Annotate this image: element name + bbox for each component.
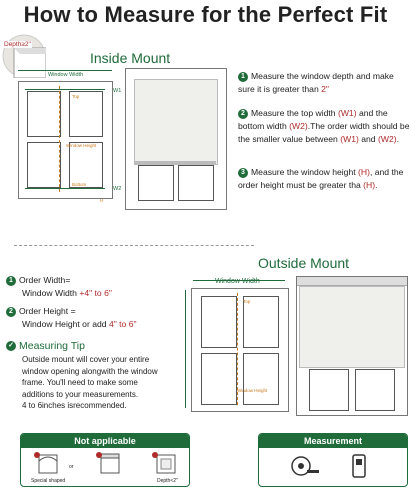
outside-item-2 xyxy=(6,305,186,331)
step-2-part: and the bottom width xyxy=(238,108,388,131)
label-h: H xyxy=(100,198,104,203)
label-window-width: Window Width xyxy=(48,72,84,78)
tip-line: additions to your measurements. xyxy=(22,389,139,399)
outside-label-top: Top xyxy=(243,299,251,304)
shade-icon xyxy=(96,452,119,473)
depth-badge-label: Depth≥2" xyxy=(4,41,31,48)
step-number-3: 3 xyxy=(238,168,248,178)
step-2-part: Measure the top width xyxy=(251,108,338,118)
level-icon xyxy=(353,455,365,477)
tip-line: Outside mount will cover your entire xyxy=(22,355,150,364)
step-2-part: . xyxy=(396,134,399,144)
tip-title: Measuring Tip xyxy=(19,340,85,352)
outside-item-1 xyxy=(6,274,186,300)
step-1-highlight: 2" xyxy=(321,84,329,94)
depth-icon xyxy=(152,452,175,473)
outside-item-2-highlight: 4" to 6" xyxy=(108,319,137,329)
step-2-part: .The order width should be the smaller value between xyxy=(238,121,410,144)
label-w2: W2 xyxy=(113,186,122,192)
step-2-w2: (W2) xyxy=(377,134,397,144)
outside-item-2-line1: Order Height = xyxy=(19,306,76,316)
step-2-w1: (W1) xyxy=(340,134,359,144)
step-2-w2: (W2) xyxy=(289,121,308,131)
inside-step-3 xyxy=(238,166,410,192)
label-top: Top xyxy=(72,94,80,99)
inside-mount-heading: Inside Mount xyxy=(90,50,171,66)
step-3-h: (H) xyxy=(358,167,370,177)
page-title: How to Measure for the Perfect Fit xyxy=(23,2,388,27)
inside-step-1 xyxy=(238,70,410,96)
step-2-part: and xyxy=(358,134,378,144)
step-number-2: 2 xyxy=(238,109,248,119)
inside-step-2 xyxy=(238,107,410,146)
outside-item-1-highlight: +4" to 6" xyxy=(79,288,112,298)
not-applicable-icons xyxy=(27,451,185,479)
outside-mount-heading: Outside Mount xyxy=(258,255,350,271)
step-3-part: Measure the window height xyxy=(251,167,359,177)
step-number-1: 1 xyxy=(238,72,248,82)
tip-line: window opening alongwith the window xyxy=(22,366,158,376)
tip-line: 4 to 6inches isrecommended. xyxy=(22,401,127,410)
outside-item-2-line2: Window Height or add xyxy=(22,319,109,329)
inside-window-frame xyxy=(18,81,113,199)
label-or: or xyxy=(69,464,74,470)
measurement-box xyxy=(258,433,408,487)
label-window-height: Window Height xyxy=(66,143,97,148)
outside-label-window-width: Window Width xyxy=(215,278,260,285)
section-divider xyxy=(14,245,254,246)
label-w1: W1 xyxy=(113,88,122,94)
step-1-text: Measure the window depth and make sure it is greater than xyxy=(238,71,394,94)
tip-icon: ✓ xyxy=(6,341,16,351)
tip-text xyxy=(22,354,186,412)
tip-heading xyxy=(6,340,186,352)
outside-item-1-line2: Window Width xyxy=(22,288,80,298)
outside-number-1: 1 xyxy=(6,276,16,286)
outside-window-diagram xyxy=(185,276,295,414)
label-special-shaped: Special shaped xyxy=(31,478,66,484)
measurement-icons xyxy=(289,452,379,482)
measurement-heading: Measurement xyxy=(259,434,407,448)
not-applicable-box xyxy=(20,433,190,487)
label-bottom: Bottom xyxy=(72,182,87,187)
tip-line: frame. You'll need to make some xyxy=(22,378,138,387)
outside-number-2: 2 xyxy=(6,307,16,317)
step-3-part: . xyxy=(375,180,378,190)
inside-window-diagram xyxy=(14,68,122,208)
not-applicable-heading: Not applicable xyxy=(21,434,189,448)
inside-blind-diagram xyxy=(125,68,227,210)
step-3-part: , and the order height must be greater tha xyxy=(238,167,404,190)
outside-label-window-height: Window Height xyxy=(237,388,268,393)
step-2-w1: (W1) xyxy=(337,108,357,118)
step-3-h: (H) xyxy=(363,180,376,190)
special-shaped-icon xyxy=(34,452,57,473)
outside-item-1-line1: Order Width= xyxy=(19,275,71,285)
tape-measure-icon xyxy=(292,457,319,475)
outside-blind-diagram xyxy=(296,276,408,416)
measuring-tip xyxy=(6,340,186,412)
label-depth: Depth<2" xyxy=(157,478,178,484)
